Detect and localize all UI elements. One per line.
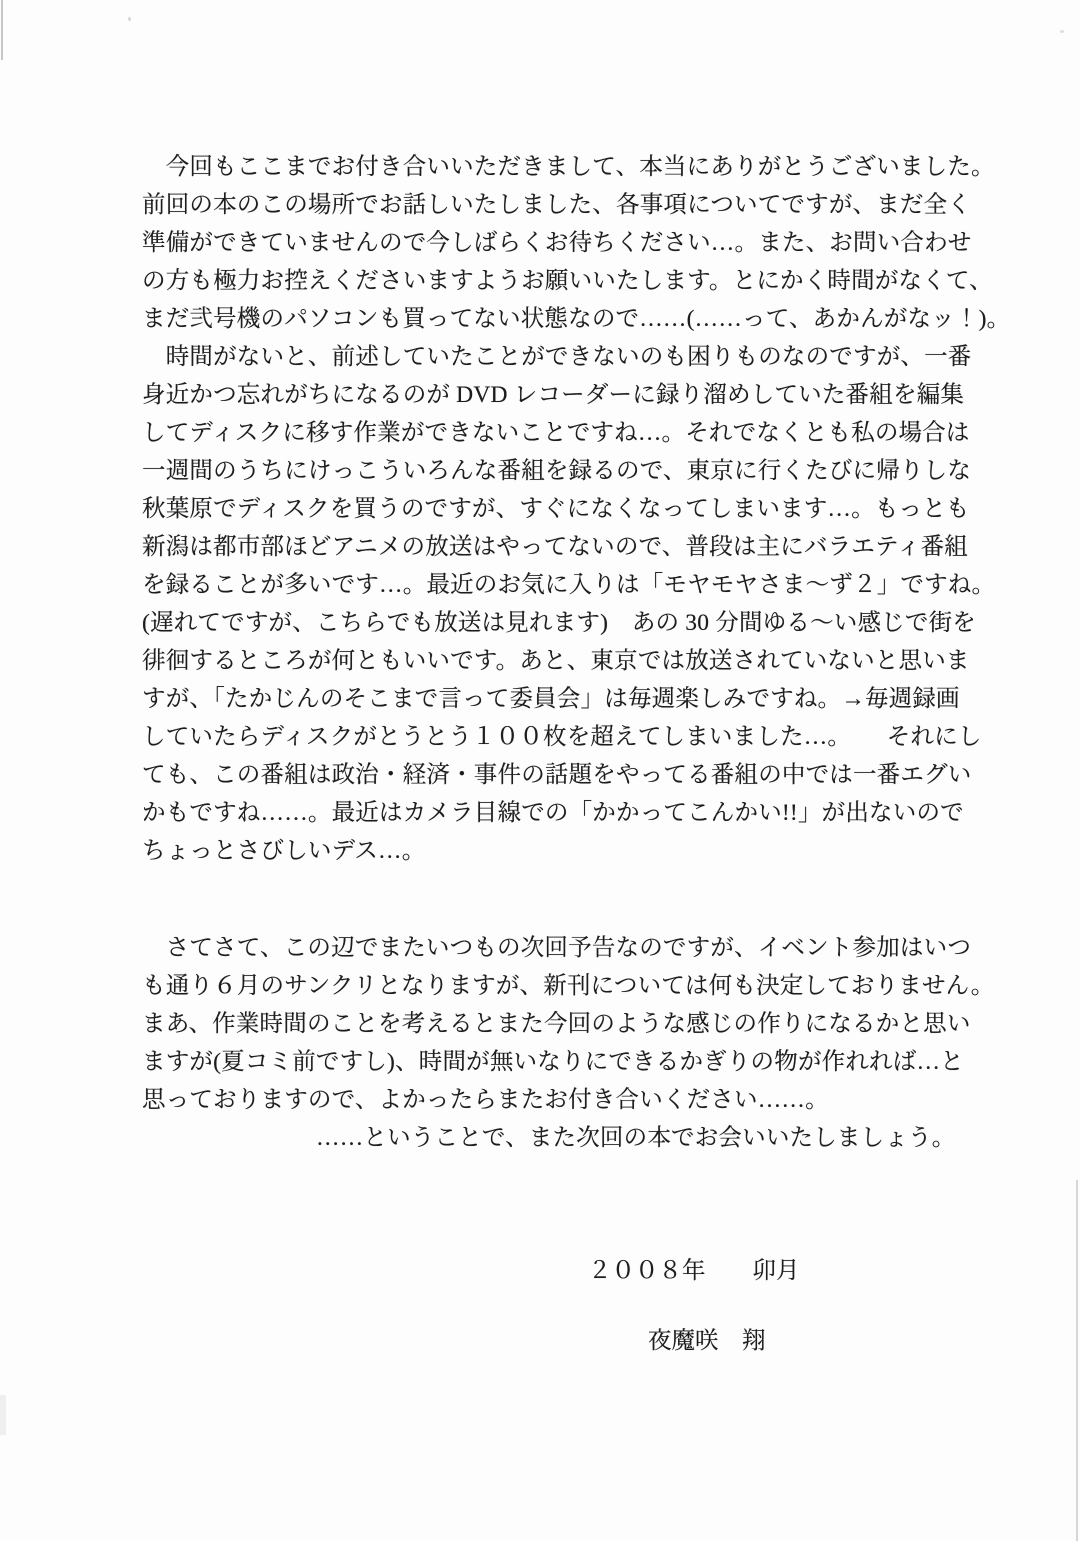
paragraph-tv-programs	[142, 338, 1012, 870]
text-line: さてさて、この辺でまたいつもの次回予告なのですが、イベント参加はいつ	[142, 935, 972, 961]
scan-speck	[1060, 30, 1064, 33]
closing-line: ……ということで、また次回の本でお会いいたしましょう。	[316, 1125, 956, 1151]
text-line: 秋葉原でディスクを買うのですが、すぐになくなってしまいます…。もっとも	[142, 496, 970, 522]
scan-speck	[128, 17, 131, 21]
text-line: かもですね……。最近はカメラ目線での「かかってこんかい!!」が出ないので	[142, 800, 964, 826]
text-line: 前回の本のこの場所でお話しいたしました、各事項についてですが、まだ全く	[142, 192, 972, 218]
text-line: 一週間のうちにけっこういろんな番組を録るので、東京に行くたびに帰りしな	[142, 458, 972, 484]
text-line: ちょっとさびしいデス…。	[142, 838, 426, 864]
text-line: (遅れてですが、こちらでも放送は見れます) あの 30 分間ゆる〜い感じで街を	[142, 610, 976, 636]
text-line: 今回もここまでお付き合いいただきまして、本当にありがとうございました。	[142, 154, 995, 180]
text-line: していたらディスクがとうとう１００枚を超えてしまいました…。 それにし	[142, 724, 982, 750]
afterword-text-block	[142, 148, 1012, 1157]
text-line: を録ることが多いです…。最近のお気に入りは「モヤモヤさま〜ず２」ですね。	[142, 572, 996, 598]
text-line: まだ弐号機のパソコンも買ってない状態なので……(……って、あかんがなッ！)。	[142, 306, 1011, 332]
text-line: 徘徊するところが何ともいいです。あと、東京では放送されていないと思いま	[142, 648, 970, 674]
text-line: 時間がないと、前述していたことができないのも困りものなのですが、一番	[142, 344, 972, 370]
text-line: の方も極力お控えくださいますようお願いいたします。とにかく時間がなくて、	[142, 268, 993, 294]
text-line: ても、この番組は政治・経済・事件の話題をやってる番組の中では一番エグい	[142, 762, 972, 788]
text-line: 身近かつ忘れがちになるのが DVD レコーダーに録り溜めしていた番組を編集	[142, 382, 965, 408]
text-line: 準備ができていませんので今しばらくお待ちください…。また、お問い合わせ	[142, 230, 972, 256]
text-line: ますが(夏コミ前ですし)、時間が無いなりにできるかぎりの物が作れれば…と	[142, 1049, 964, 1075]
author-signature: 夜魔咲 翔	[648, 1328, 766, 1354]
paragraph-thanks	[142, 148, 1012, 338]
text-line: も通り６月のサンクリとなりますが、新刊については何も決定しておりません。	[142, 973, 995, 999]
scan-edge-artifact-left	[1, 0, 3, 60]
paragraph-next-issue	[142, 929, 1012, 1119]
text-line: 新潟は都市部ほどアニメの放送はやってないので、普段は主にバラエティ番組	[142, 534, 968, 560]
scan-gutter-artifact	[0, 1395, 6, 1435]
scan-edge-artifact-right	[1076, 1180, 1078, 1541]
text-line: すが、「たかじんのそこまで言って委員会」は毎週楽しみですね。→毎週録画	[142, 686, 960, 712]
text-line: まあ、作業時間のことを考えるとまた今回のような感じの作りになるかと思い	[142, 1011, 971, 1037]
date-line: ２００８年 卯月	[588, 1258, 800, 1284]
text-line: してディスクに移す作業ができないことですね…。それでなくとも私の場合は	[142, 420, 970, 446]
text-line: 思っておりますので、よかったらまたお付き合いください……。	[142, 1087, 829, 1113]
